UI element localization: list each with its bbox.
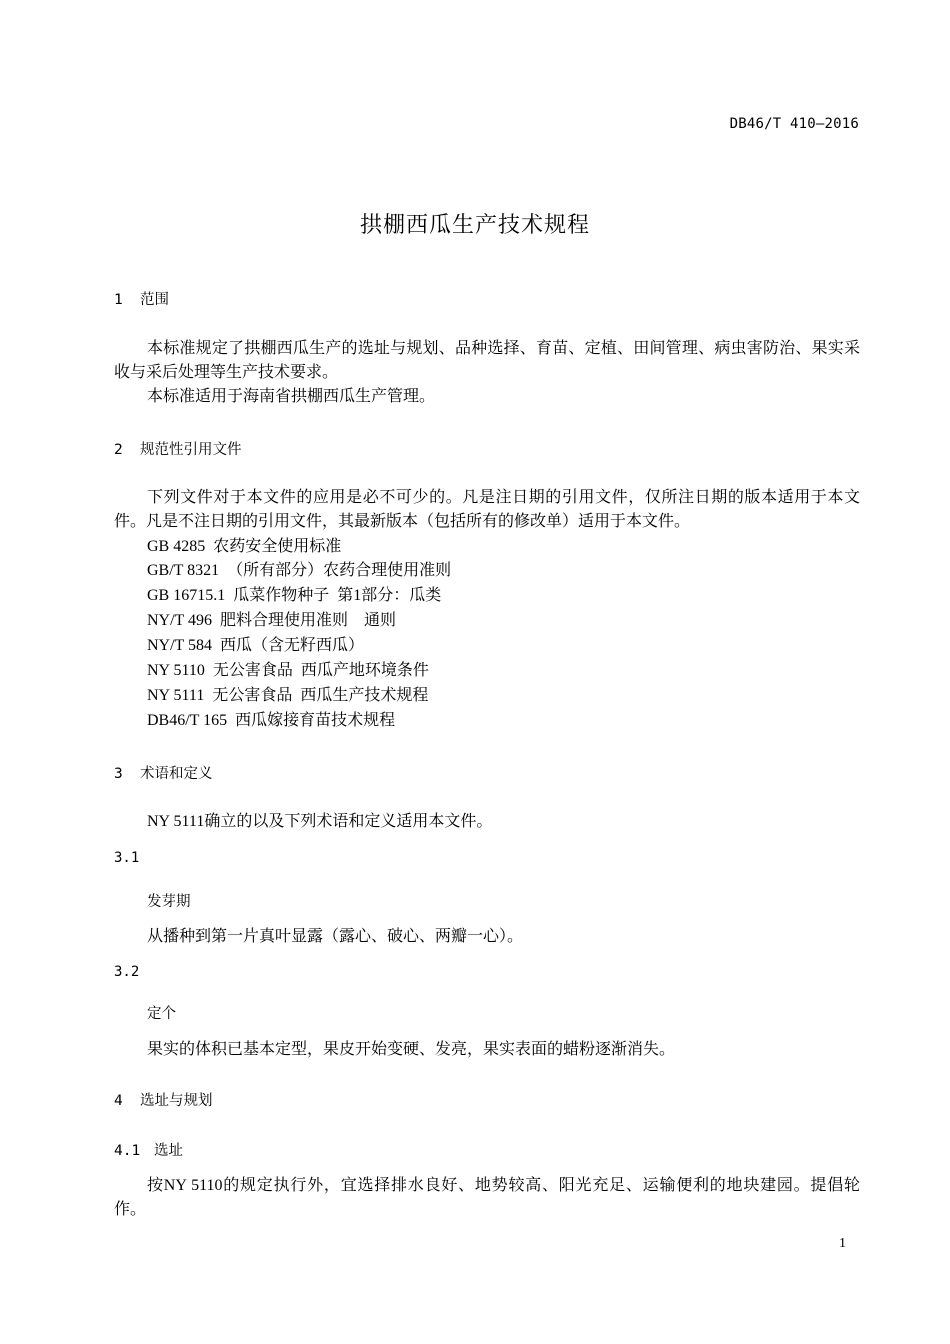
section-heading-terms	[114, 762, 213, 783]
subsection-title: 选址	[154, 1143, 183, 1159]
section-heading-scope	[114, 288, 169, 309]
term-name: 发芽期	[147, 894, 191, 910]
reference-item: NY/T 584 西瓜（含无籽西瓜）	[147, 637, 365, 654]
section-title: 规范性引用文件	[140, 442, 242, 458]
reference-item: NY 5111 无公害食品 西瓜生产技术规程	[147, 687, 429, 704]
term-number: 3.1	[114, 850, 140, 866]
section-number: 1	[114, 292, 123, 308]
paragraph: 本标准适用于海南省拱棚西瓜生产管理。	[147, 388, 436, 405]
reference-item: NY/T 496 肥料合理使用准则 通则	[147, 612, 397, 629]
reference-item: GB 4285 农药安全使用标准	[147, 538, 342, 555]
term-definition: 从播种到第一片真叶显露（露心、破心、两瓣一心）。	[147, 928, 524, 945]
section-title: 选址与规划	[140, 1093, 213, 1109]
reference-item: GB 16715.1 瓜菜作物种子 第1部分：瓜类	[147, 587, 442, 604]
paragraph: 按NY 5110的规定执行外，宜选择排水良好、地势较高、阳光充足、运输便利的地块建园。提倡轮作。	[114, 1177, 860, 1218]
section-number: 4	[114, 1093, 123, 1109]
paragraph: NY 5111确立的以及下列术语和定义适用本文件。	[147, 813, 493, 830]
subsection-number: 4.1	[114, 1143, 141, 1159]
term-definition: 果实的体积已基本定型，果皮开始变硬、发亮，果实表面的蜡粉逐渐消失。	[147, 1041, 676, 1058]
subsection-heading-site-selection	[114, 1139, 183, 1160]
paragraph: 下列文件对于本文件的应用是必不可少的。凡是注日期的引用文件，仅所注日期的版本适用于本文件。凡是不注日期的引用文件，其最新版本（包括所有的修改单）适用于本文件。	[114, 489, 860, 530]
section-title: 术语和定义	[140, 766, 213, 782]
section-number: 3	[114, 766, 123, 782]
section-heading-normative-references	[114, 438, 242, 459]
paragraph: 本标准规定了拱棚西瓜生产的选址与规划、品种选择、育苗、定植、田间管理、病虫害防治、果实采收与采后处理等生产技术要求。	[114, 340, 860, 381]
section-title: 范围	[140, 292, 169, 308]
reference-item: DB46/T 165 西瓜嫁接育苗技术规程	[147, 712, 396, 729]
section-heading-site-selection-planning	[114, 1089, 213, 1110]
page-number: 1	[839, 1236, 846, 1251]
section-number: 2	[114, 442, 123, 458]
reference-item: NY 5110 无公害食品 西瓜产地环境条件	[147, 662, 429, 679]
standard-code: DB46/T 410—2016	[729, 116, 859, 132]
document-title: 拱棚西瓜生产技术规程	[359, 213, 590, 238]
term-name: 定个	[147, 1006, 176, 1022]
reference-item: GB/T 8321 （所有部分）农药合理使用准则	[147, 562, 452, 579]
term-number: 3.2	[114, 964, 140, 980]
